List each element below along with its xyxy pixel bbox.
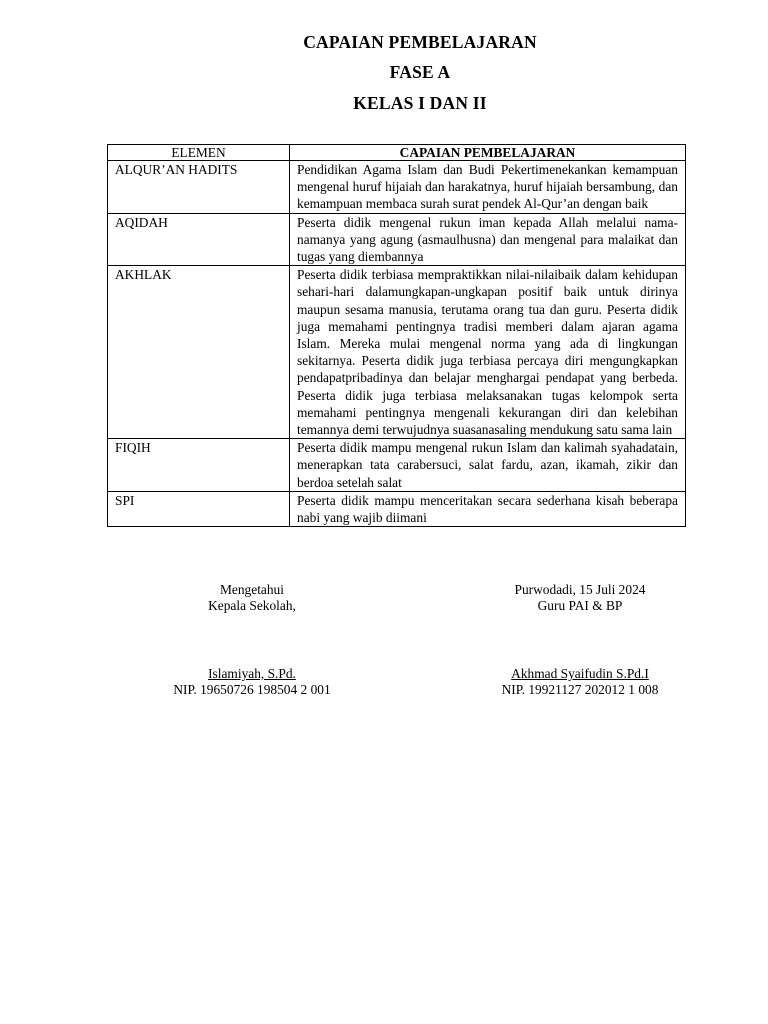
table-header-row bbox=[108, 145, 686, 161]
signature-left-acknowledge: Mengetahui bbox=[220, 582, 284, 597]
table-row bbox=[108, 213, 686, 266]
column-header-capaian: CAPAIAN PEMBELAJARAN bbox=[290, 145, 686, 161]
row-elemen-alquran-hadits: ALQUR’AN HADITS bbox=[108, 161, 290, 214]
document-subtitle-class: KELAS I DAN II bbox=[353, 93, 487, 113]
signature-right-nip: NIP. 19921127 202012 1 008 bbox=[501, 681, 659, 697]
signature-right-identity bbox=[470, 666, 690, 697]
signature-block-principal bbox=[150, 582, 354, 613]
table-row bbox=[108, 266, 686, 439]
signature-right-place-date: Purwodadi, 15 Juli 2024 bbox=[514, 582, 646, 597]
table-row bbox=[108, 491, 686, 526]
signature-left-name: Islamiyah, S.Pd. bbox=[208, 666, 296, 681]
learning-outcomes-table bbox=[107, 144, 686, 527]
row-capaian-spi: Peserta didik mampu menceritakan secara sederhana kisah beberapa nabi yang wajib diimani bbox=[290, 491, 686, 526]
document-title: CAPAIAN PEMBELAJARAN bbox=[303, 32, 537, 52]
table-row bbox=[108, 161, 686, 214]
signature-left-identity bbox=[150, 666, 354, 697]
signature-right-role: Guru PAI & BP bbox=[537, 597, 623, 613]
row-capaian-aqidah: Peserta didik mengenal rukun iman kepada Allah melalui nama-namanya yang agung (asmaulhusna) dan mengenal para malaikat dan tugas yang diembannya bbox=[290, 213, 686, 266]
row-capaian-akhlak: Peserta didik terbiasa mempraktikkan nilai-nilaibaik dalam kehidupan sehari-hari dalamungkapan-ungkapan positif baik untuk dirinya maupun sesama manusia, terutama orang tua dan guru. Peserta didik juga memahami pentingnya tradisi memberi dalam ajaran agama Islam. Mereka mulai mengenal norma yang ada di lingkungan sekitarnya. Peserta didik juga terbiasa percaya diri mengungkapkan pendapatpribadinya dan belajar menghargai pendapat yang berbeda. Peserta didik juga terbiasa melaksanakan tugas kelompok serta memahami pentingnya mengenali kekurangan diri dan kelebihan temannya demi terwujudnya suasanasaling mendukung satu sama lain bbox=[290, 266, 686, 439]
row-elemen-aqidah: AQIDAH bbox=[108, 213, 290, 266]
table-row bbox=[108, 439, 686, 492]
row-elemen-akhlak: AKHLAK bbox=[108, 266, 290, 439]
signature-block-teacher bbox=[478, 582, 682, 613]
signature-left-nip: NIP. 19650726 198504 2 001 bbox=[173, 681, 331, 697]
row-elemen-fiqih: FIQIH bbox=[108, 439, 290, 492]
row-capaian-alquran-hadits: Pendidikan Agama Islam dan Budi Pekertimenekankan kemampuan mengenal huruf hijaiah dan harakatnya, huruf hijaiah bersambung, dan kemampuan membaca surah surat pendek Al-Qur’an dengan baik bbox=[290, 161, 686, 214]
row-capaian-fiqih: Peserta didik mampu mengenal rukun Islam dan kalimah syahadatain, menerapkan tata carabersuci, salat fardu, azan, ikamah, zikir dan berdoa setelah salat bbox=[290, 439, 686, 492]
column-header-elemen: ELEMEN bbox=[108, 145, 290, 161]
signature-right-name: Akhmad Syaifudin S.Pd.I bbox=[511, 666, 649, 681]
document-subtitle-phase: FASE A bbox=[389, 62, 451, 82]
signature-left-role: Kepala Sekolah, bbox=[208, 597, 296, 613]
row-elemen-spi: SPI bbox=[108, 491, 290, 526]
